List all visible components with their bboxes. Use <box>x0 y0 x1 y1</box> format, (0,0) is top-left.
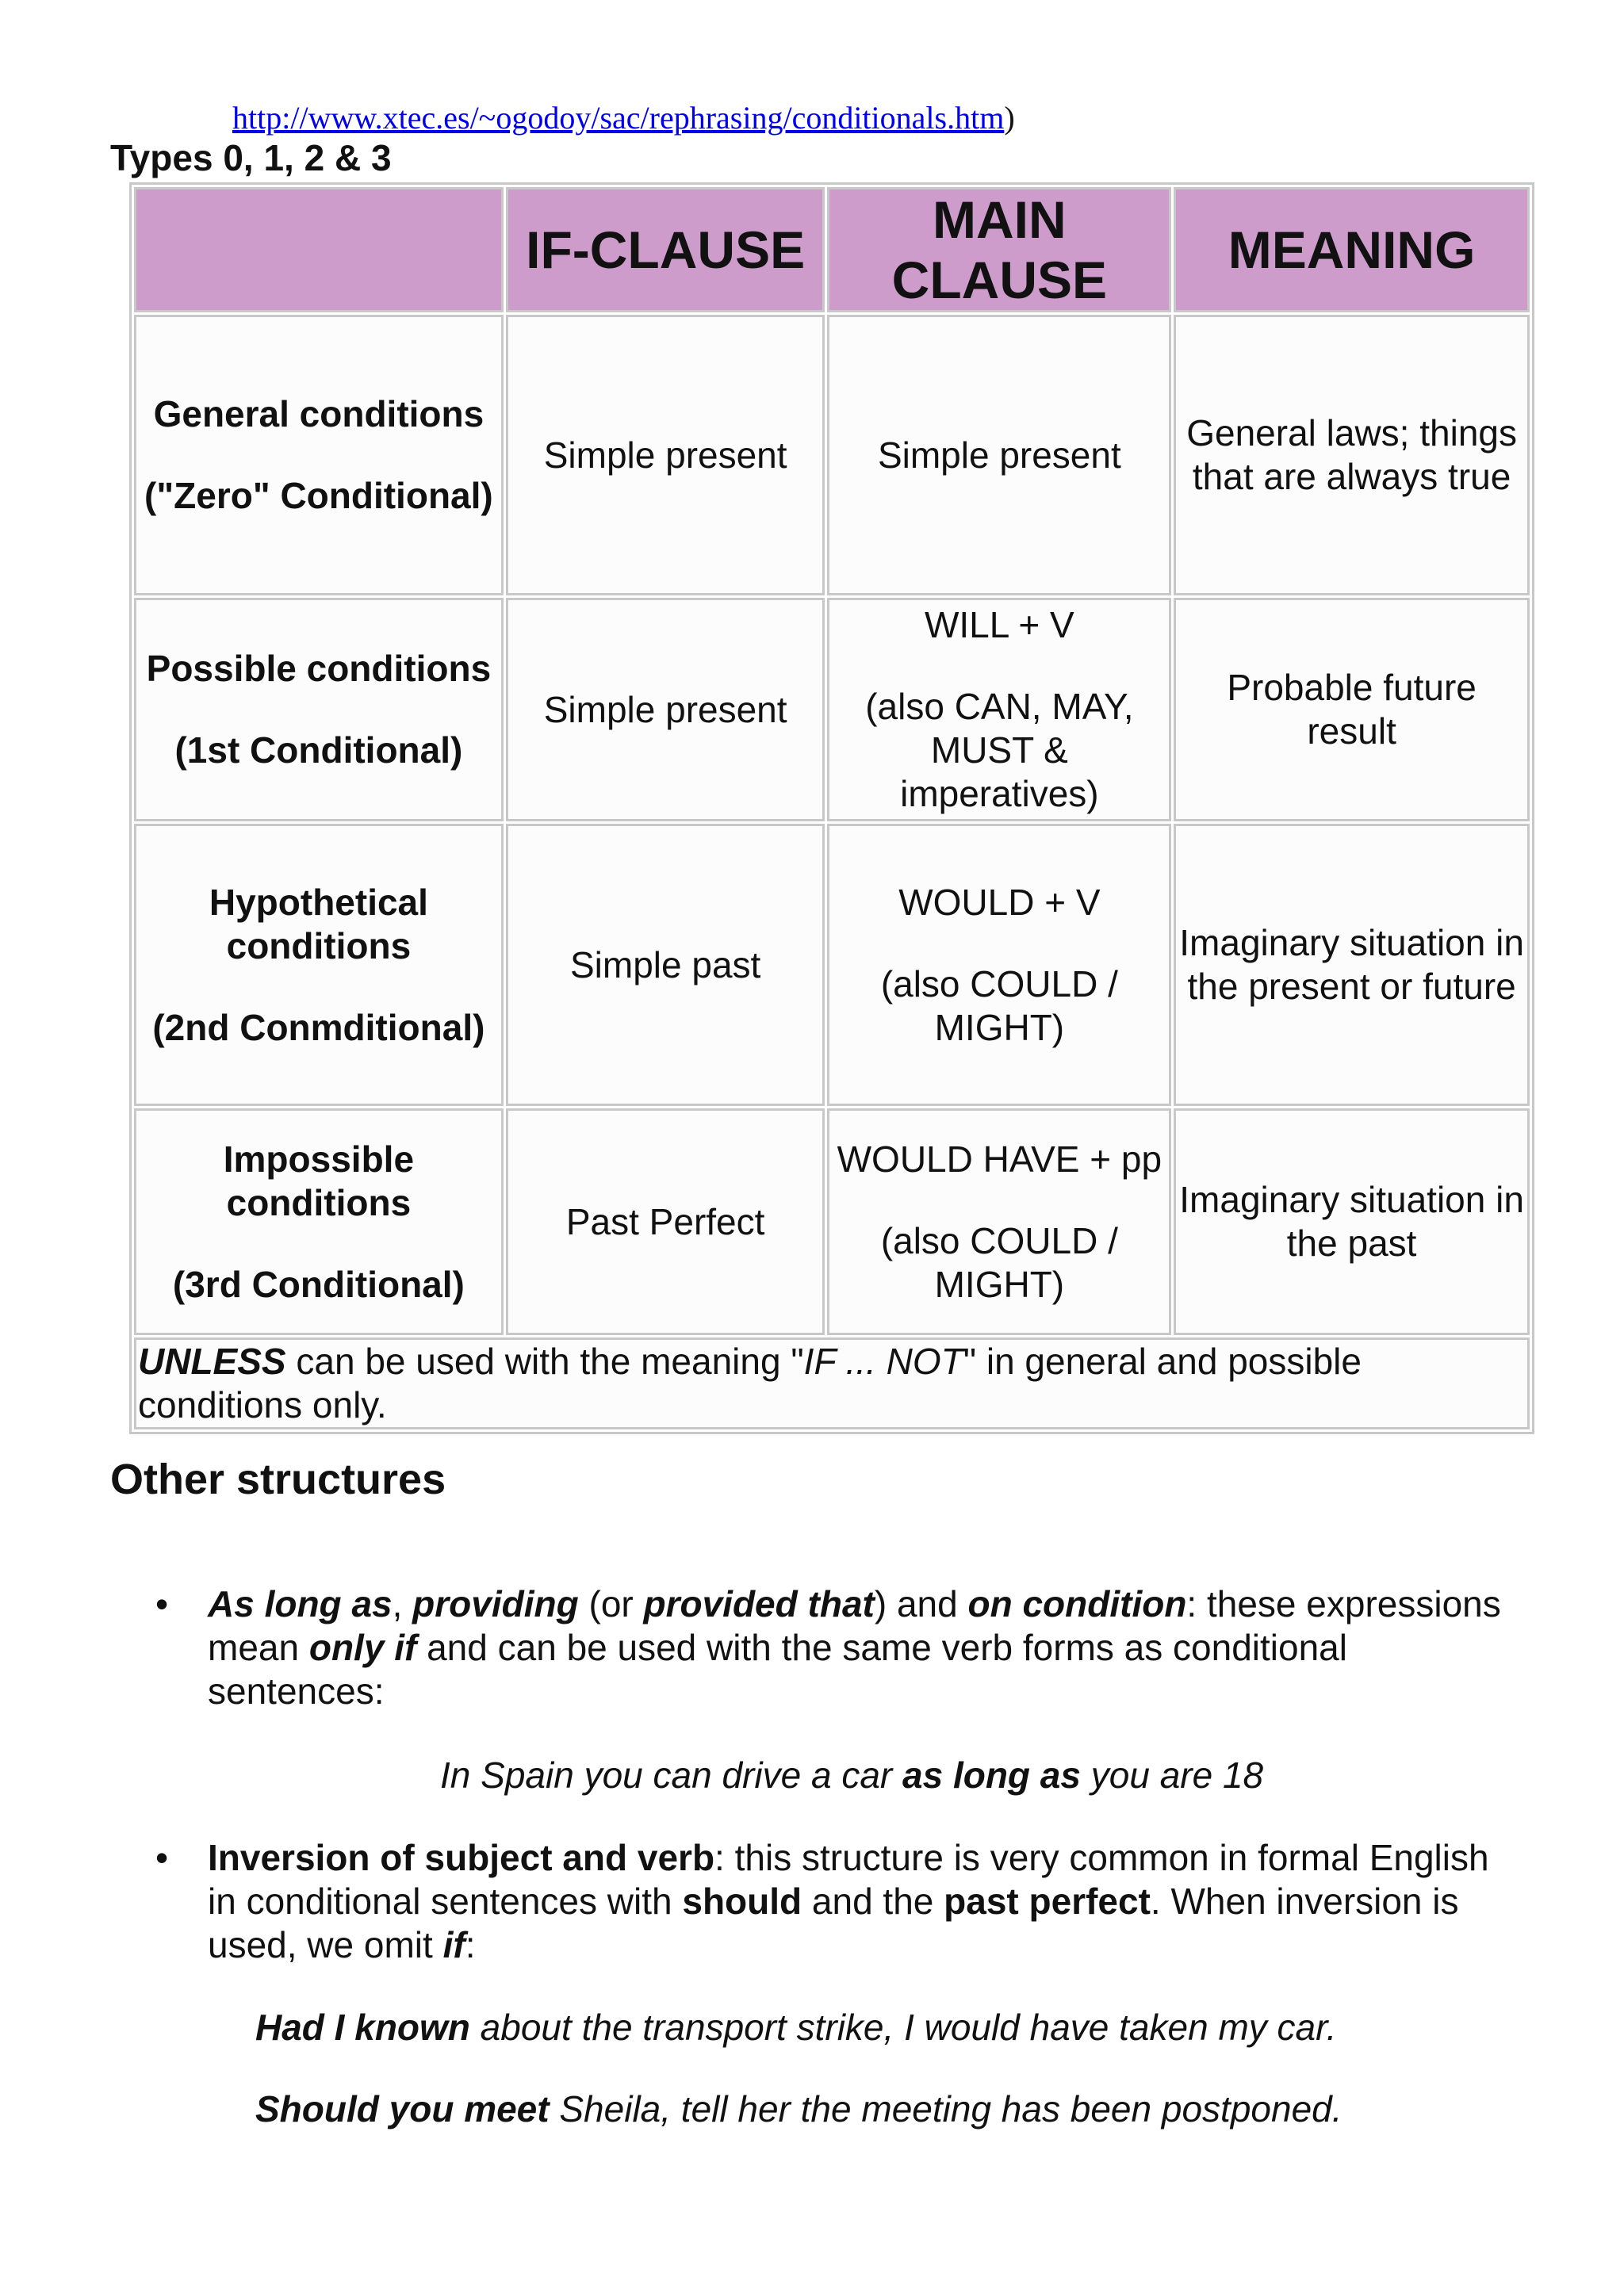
example-text: about the transport strike, I would have taken my car. <box>469 2007 1337 2048</box>
example-as-long-as <box>440 1754 1263 1797</box>
source-link[interactable]: http://www.xtec.es/~ogodoy/sac/rephrasing/conditionals.htm <box>232 100 1005 136</box>
term-only-if: only if <box>308 1627 417 1668</box>
source-link-line <box>232 100 1015 136</box>
if-clause-cell: Simple past <box>506 824 825 1106</box>
table-row-third-conditional <box>134 1108 1530 1335</box>
unless-note <box>134 1337 1530 1429</box>
text: : this structure is very common in formal English in conditional sentences with <box>208 1837 1489 1922</box>
example-had-i-known <box>255 2006 1337 2049</box>
term-provided-that: provided that <box>643 1583 875 1624</box>
row-heading <box>134 824 504 1106</box>
main-clause-form: WOULD + V <box>898 881 1101 923</box>
note-if-not: IF ... NOT <box>803 1341 963 1382</box>
condition-name: Impossible conditions <box>223 1138 415 1223</box>
term-inversion: Inversion of subject and verb <box>208 1837 715 1878</box>
if-clause-cell: Simple present <box>506 598 825 821</box>
term-should: should <box>682 1881 802 1922</box>
term-providing: providing <box>412 1583 579 1624</box>
example-emphasis: Had I known <box>255 2007 470 2048</box>
condition-name: Hypothetical conditions <box>209 881 428 966</box>
example-emphasis: as long as <box>902 1755 1081 1796</box>
condition-name: Possible conditions <box>146 648 492 689</box>
note-unless: UNLESS <box>138 1341 286 1382</box>
table-row-second-conditional <box>134 824 1530 1106</box>
text: , <box>392 1583 413 1624</box>
term-on-condition: on condition <box>967 1583 1187 1624</box>
table-row-first-conditional <box>134 598 1530 821</box>
if-clause-cell: Past Perfect <box>506 1108 825 1335</box>
condition-label: (2nd Conmditional) <box>152 1006 485 1048</box>
main-clause-cell <box>827 598 1171 821</box>
note-text-1: can be used with the meaning " <box>285 1341 804 1382</box>
text: ) and <box>874 1583 968 1624</box>
main-clause-cell: Simple present <box>827 315 1171 595</box>
header-meaning: MEANING <box>1174 187 1530 312</box>
text: (or <box>578 1583 644 1624</box>
types-heading: Types 0, 1, 2 & 3 <box>110 137 392 178</box>
table-row-zero-conditional <box>134 315 1530 595</box>
term-if: if <box>442 1924 465 1965</box>
row-heading <box>134 315 504 595</box>
main-clause-cell <box>827 1108 1171 1335</box>
if-clause-cell: Simple present <box>506 315 825 595</box>
header-main-clause: MAIN CLAUSE <box>827 187 1171 312</box>
main-clause-form: WOULD HAVE + pp <box>837 1138 1162 1180</box>
other-structures-heading: Other structures <box>110 1456 446 1503</box>
meaning-cell: Probable future result <box>1174 598 1530 821</box>
meaning-cell: General laws; things that are always true <box>1174 315 1530 595</box>
row-heading <box>134 1108 504 1335</box>
main-clause-alternatives: (also CAN, MAY, MUST & imperatives) <box>865 686 1134 814</box>
list-item-as-long-as <box>208 1582 1508 1713</box>
condition-label: (1st Conditional) <box>174 729 463 771</box>
text: : these expressions mean <box>208 1583 1501 1668</box>
conditionals-table <box>129 182 1534 1434</box>
table-note-row <box>134 1337 1530 1429</box>
bullet-icon: • <box>155 1583 169 1624</box>
text: : <box>465 1924 476 1965</box>
main-clause-cell <box>827 824 1171 1106</box>
main-clause-alternatives: (also COULD / MIGHT) <box>880 962 1118 1048</box>
condition-name: General conditions <box>153 393 485 434</box>
text: and the <box>802 1881 944 1922</box>
main-clause-form: WILL + V <box>924 604 1074 645</box>
source-link-closing: ) <box>1004 100 1015 136</box>
note-text-2: " in general and possible conditions only. <box>138 1341 1362 1425</box>
meaning-cell: Imaginary situation in the present or future <box>1174 824 1530 1106</box>
header-cell-empty <box>134 187 504 312</box>
condition-label: ("Zero" Conditional) <box>144 475 493 516</box>
term-past-perfect: past perfect <box>944 1881 1151 1922</box>
example-text: In Spain you can drive a car <box>440 1755 902 1796</box>
header-if-clause: IF-CLAUSE <box>506 187 825 312</box>
row-heading <box>134 598 504 821</box>
term-as-long-as: As long as <box>208 1583 393 1624</box>
table-header-row <box>134 187 1530 312</box>
main-clause-alternatives: (also COULD / MIGHT) <box>880 1219 1118 1305</box>
example-should-you-meet <box>255 2087 1342 2131</box>
example-text: Sheila, tell her the meeting has been postponed. <box>549 2088 1342 2130</box>
example-text: you are 18 <box>1080 1755 1264 1796</box>
list-item-inversion <box>208 1836 1508 1967</box>
text: and can be used with the same verb forms as conditional sentences: <box>208 1627 1347 1712</box>
condition-label: (3rd Conditional) <box>172 1263 465 1305</box>
example-emphasis: Should you meet <box>255 2088 550 2130</box>
meaning-cell: Imaginary situation in the past <box>1174 1108 1530 1335</box>
text: . When inversion is used, we omit <box>208 1881 1459 1965</box>
bullet-icon: • <box>155 1837 169 1878</box>
